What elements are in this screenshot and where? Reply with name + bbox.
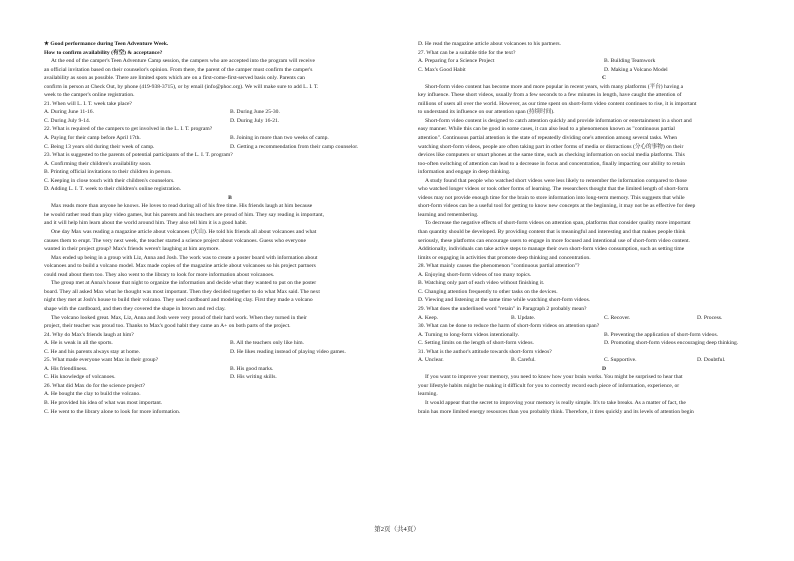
passage-c-line: than quantity should be developed. By providing content that is meaningful and interesting and that makes people think	[418, 229, 686, 236]
passage-b-line: board. They all asked Max what he thought was most important. Then they decided together to do what Max said. The next	[44, 288, 320, 295]
passage-c-line: easy manner. While this can be good in some cases, it can also lead to a phenomenon known as "continuous partial	[418, 126, 675, 133]
passage-c-line: Short-form video content is designed to catch attention quickly and provide information or entertainment in a short and	[425, 117, 692, 124]
option-a: A. Unclear.	[418, 357, 444, 364]
left-column	[44, 40, 416, 416]
passage-b-line: The group met at Anna's house that night to organize the information and decide what they wanted to put on the poster	[51, 280, 317, 287]
option-d: D. Adding L. I. T. week to their children's online registration.	[44, 186, 182, 193]
option-a: A. Keep.	[418, 314, 439, 321]
passage-b-line: shape with the cardboard, and then they covered the shape in brown and red clay.	[44, 305, 226, 312]
option-b: B. He provided his idea of what was most important.	[44, 399, 163, 406]
option-b: B. Building Teamwork	[604, 58, 656, 65]
question-21-options	[44, 108, 416, 117]
option-b: B. His good marks.	[230, 365, 274, 372]
passage-b-line: Max reads more than anyone he knows. He loves to read during all of his free time. His friends laugh at him because	[51, 203, 313, 210]
bullet-heading: ★ Good performance during Teen Adventure Week.	[44, 41, 169, 47]
paragraph-line: confirm in person at Check Out, by phone (419-938-3715), or by email (info@phoc.org). We will make sure to add L. I. T.	[44, 83, 319, 90]
passage-c-line: learning and remembering.	[418, 211, 479, 218]
section-b-label: B	[228, 194, 232, 201]
question-21-options	[44, 117, 416, 126]
question-22-options	[44, 143, 416, 152]
option-a: A. Paying for their camp before April 17th.	[44, 135, 141, 142]
option-c: C. He went to the library alone to look for more information.	[44, 408, 181, 415]
passage-c-line: watching short-form videos, people are often taking part in other forms of media or distractions (分心的事物) on their	[418, 143, 684, 150]
option-c: C. During July 9-14.	[44, 117, 91, 124]
passage-c-line: too-often switching of attention can lead to a decrease in focus and concentration, finally impacting our ability to retain	[418, 160, 686, 167]
passage-b-line: volcanoes and to build a volcano model. Max made copies of the magazine article about volcanoes so his project partners	[44, 263, 316, 270]
option-c: C. Being 13 years old during their week of camp.	[44, 143, 155, 150]
option-c: C. Setting limits on the length of short-form videos.	[418, 340, 534, 347]
option-b: B. All the teachers only like him.	[230, 340, 304, 347]
option-a: A. Preparing for a Science Project	[418, 58, 495, 65]
passage-c-line: to understand its influence on our attention span (持续时间).	[418, 109, 555, 116]
question-21-stem: 21. When will L. I. T. week take place?	[44, 100, 132, 107]
question-23-stem: 23. What is suggested to the parents of potential participants of the L. I. T. program?	[44, 152, 233, 159]
option-b: B. During June 25-30.	[230, 109, 280, 116]
option-d: D. His writing skills.	[230, 374, 277, 381]
passage-c-line: videos may not provide enough time for the brain to store information into long-term memory. This suggests that while	[418, 194, 685, 201]
question-30-options	[418, 339, 790, 348]
option-b: B. Update.	[511, 314, 536, 321]
option-b: B. Preventing the application of short-form videos.	[604, 331, 719, 338]
question-22-stem: 22. What is required of the campers to get involved in the L. I. T. program?	[44, 126, 213, 133]
paragraph-line: availability as soon as possible. There are limited spots which are on a first-come-first-served basis only. Parents can	[44, 75, 305, 82]
question-27-options	[418, 57, 790, 66]
question-25-stem: 25. What made everyone want Max in their group?	[44, 357, 159, 364]
section-d-label: D	[601, 365, 607, 372]
question-24-options	[44, 348, 416, 357]
option-c: C. Recover.	[604, 314, 631, 321]
option-d: D. During July 16-21.	[230, 117, 280, 124]
question-27-options	[418, 66, 790, 75]
option-c: C. He and his parents always stay at home.	[44, 348, 141, 355]
passage-c-line: millions of users all over the world. However, as our time spent on short-form video content continues to rise, it is important	[418, 100, 697, 107]
option-a: A. Enjoying short-form videos of too many topics.	[418, 271, 532, 278]
option-c: C. Supportive.	[604, 357, 637, 364]
option-b: B. Printing official invitations to their children in person.	[44, 169, 172, 176]
option-a: A. He is weak in all the sports.	[44, 340, 113, 347]
passage-c-line: Short-form video content has become more and more popular in recent years, with many platforms (平台) having a	[425, 83, 684, 90]
option-d: D. Viewing and listening at the same time while watching short-form videos.	[418, 297, 591, 304]
paragraph-line: an official invitation based on their counselor's opinion. From there, the parent of the camper must confirm the camper's	[44, 66, 313, 73]
passage-c-line: information and engage in deep thinking.	[418, 169, 511, 176]
passage-c-line: who watched longer videos or took other forms of learning. The researchers thought that the limited length of short-form	[418, 186, 689, 193]
passage-b-line: could read about them too. They also went to the library to look for more information about volcanoes.	[44, 271, 275, 278]
question-30-stem: 30. What can be done to reduce the harm of short-form videos on attention span?	[418, 323, 600, 330]
question-26-stem: 26. What did Max do for the science project?	[44, 382, 146, 389]
option-b: B. Careful.	[511, 357, 536, 364]
passage-d-line: brain has more limited energy resources than you probably think. Therefore, it tires quickly and its levels of attention begin	[418, 408, 694, 415]
passage-b-line: project, their teacher was proud too. Thanks to Max's good habit they came an A+ on both parts of the project.	[44, 323, 291, 330]
passage-d-line: learning.	[418, 391, 438, 398]
question-29-options	[418, 314, 790, 323]
paragraph-line: week to the camper's online registration.	[44, 92, 135, 99]
question-31-options	[418, 356, 790, 365]
passage-b-line: wanted in their project group? Max's friends weren't laughing at him anymore.	[44, 246, 220, 253]
passage-c-line: A study found that people who watched short videos were less likely to remember the information compared to those	[425, 177, 687, 184]
passage-b-line: One day Max was reading a magazine article about volcanoes (火山). He told his friends all about volcanoes and what	[51, 229, 317, 236]
passage-c-line: To decrease the negative effects of short-form videos on attention span, platforms that consider quality more important	[425, 220, 691, 227]
option-d: D. Process.	[697, 314, 723, 321]
passage-c-line: seriously, these platforms can encourage users to engage in more focused and intentional use of short-form video content.	[418, 237, 690, 244]
option-c: C. Changing attention frequently to other tasks on the devices.	[418, 288, 558, 295]
option-a: A. He bought the clay to build the volcano.	[44, 391, 141, 398]
option-d: D. He likes reading instead of playing video games.	[230, 348, 346, 355]
question-25-options	[44, 373, 416, 382]
option-d: D. Doubtful.	[697, 357, 726, 364]
passage-b-line: night they met at Josh's house to build their volcano. They used cardboard and modeling clay. First they made a volcano	[44, 297, 313, 304]
passage-b-line: The volcano looked great. Max, Liz, Anna and Josh were very proud of their hard work. When they turned in their	[51, 314, 307, 321]
passage-c-line: limits or engaging in activities that promote deep thinking and concentration.	[418, 254, 591, 261]
passage-d-line: If you want to improve your memory, you need to know how your brain works. You might be surprised to hear that	[425, 374, 683, 381]
right-column	[418, 40, 790, 416]
option-a: A. Turning to long-form videos intentionally.	[418, 331, 520, 338]
question-27-stem: 27. What can be a suitable title for the text?	[418, 49, 516, 56]
option-d: D. Making a Volcano Model	[604, 66, 668, 73]
option-c: C. Max's Good Habit	[418, 66, 466, 73]
option-d: D. Promoting short-form videos encouraging deep thinking.	[604, 340, 739, 347]
section-c-label: C	[601, 75, 607, 82]
option-a: A. During June 11-16.	[44, 109, 94, 116]
option-a: A. His friendliness.	[44, 365, 88, 372]
passage-c-line: Additionally, individuals can take active steps to manage their own short-form video consumption, such as setting time	[418, 246, 685, 253]
option-b: B. Watching only part of each video without finishing it.	[418, 280, 545, 287]
option-c: C. His knowledge of volcanoes.	[44, 374, 116, 381]
option-d: D. He read the magazine article about volcanoes to his partners.	[418, 41, 561, 47]
passage-b-line: causes them to erupt. The very next week, the teacher started a science project about volcanoes. Guess who everyone	[44, 237, 306, 244]
section-heading: How to confirm availability (有空) & acceptance?	[44, 49, 163, 56]
page-number-footer: 第2页（共4页）	[374, 526, 420, 533]
passage-d-line: It would appear that the secret to improving your memory is really simple. It's to take breaks. As a matter of fact, the	[425, 399, 686, 406]
option-c: C. Keeping in close touch with their children's counselors.	[44, 177, 175, 184]
passage-c-line: attention". Continuous partial attention is the state of repeatedly dividing one's attention among several tasks. When	[418, 135, 678, 142]
option-d: D. Getting a recommendation from their camp counselor.	[230, 143, 359, 150]
passage-b-line: and it will help him learn about the world around him. They also tell him it is a good habit.	[44, 220, 248, 227]
question-24-stem: 24. Why do Max's friends laugh at him?	[44, 331, 134, 338]
question-28-stem: 28. What mainly causes the phenomenon "continuous partial attention"?	[418, 263, 580, 270]
question-29-stem: 29. What does the underlined word "retain" in Paragraph 2 probably mean?	[418, 305, 587, 312]
passage-b-line: he would rather read than play video games, but his parents and his teachers are proud of him. They say reading is important,	[44, 211, 324, 218]
question-25-options	[44, 365, 416, 374]
question-30-options	[418, 331, 790, 340]
passage-b-line: Max ended up being in a group with Liz, Anna and Josh. The work was to create a poster board with information about	[51, 254, 318, 261]
passage-c-line: key influence. These short videos, usually from a few seconds to a few minutes in length, have caught the attention of	[418, 92, 682, 99]
option-a: A. Confirming their children's availability soon.	[44, 160, 152, 167]
option-b: B. Joining in more than two weeks of camp.	[230, 135, 329, 142]
question-24-options	[44, 339, 416, 348]
passage-d-line: your lifestyle habits might be making it difficult for you to correctly record each piece of information, experience, or	[418, 382, 680, 389]
passage-c-line: short-form videos can be a useful tool for getting to know new concepts at the beginning, it may not be as effective for deep	[418, 203, 696, 210]
paragraph-line: At the end of the camper's Teen Adventure Camp session, the campers who are accepted into the program will receive	[51, 58, 315, 65]
passage-c-line: devices like computers or smart phones at the same time, such as checking information on social media platforms. This	[418, 152, 685, 159]
question-22-options	[44, 134, 416, 143]
question-31-stem: 31. What is the author's attitude towards short-form videos?	[418, 348, 552, 355]
